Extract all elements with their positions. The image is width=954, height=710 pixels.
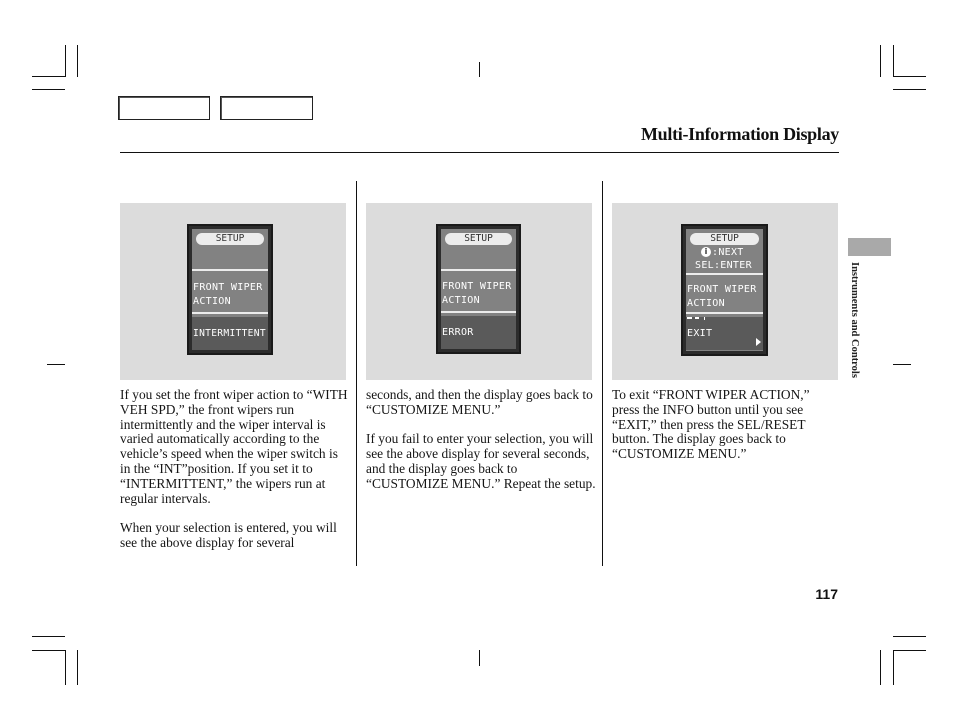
- display-figure-1: [120, 203, 346, 380]
- lcd-line: SEL:ENTER: [695, 260, 752, 271]
- lcd-line: :NEXT: [712, 247, 744, 258]
- lcd-line: FRONT WIPER: [687, 284, 757, 295]
- paragraph: seconds, and then the display goes back to “CUSTOMIZE MENU.”: [366, 387, 593, 417]
- lcd-screen: [681, 224, 768, 356]
- lcd-screen: [187, 224, 273, 355]
- lcd-screen: [436, 224, 521, 354]
- lcd-line: FRONT WIPER: [442, 281, 512, 292]
- text-column-2: [366, 388, 596, 506]
- info-icon: i: [701, 247, 711, 257]
- lcd-value: EXIT: [687, 328, 713, 339]
- text-column-1: [120, 388, 350, 566]
- lcd-line: ACTION: [687, 298, 725, 309]
- page-title: Multi-Information Display: [640, 124, 839, 144]
- paragraph: If you set the front wiper action to “WITH VEH SPD,” the front wipers run intermittently and the wiper interval is varied automatically according to the vehicle’s speed when the wiper switch is in the “INT”position. If you set it to “INTERMITTENT,” the wipers run at regular intervals.: [120, 387, 348, 506]
- right-arrow-icon: [756, 338, 761, 346]
- lcd-line: ACTION: [442, 295, 480, 306]
- header-tab-box-2: [220, 96, 313, 120]
- section-side-label: Instruments and Controls: [849, 262, 860, 378]
- setup-label: SETUP: [196, 233, 264, 245]
- setup-label: SETUP: [690, 233, 759, 245]
- title-rule: [120, 152, 839, 153]
- paragraph: If you fail to enter your selection, you will see the above display for several seconds, and the display goes back to “CUSTOMIZE MENU.” Repeat the setup.: [366, 431, 596, 491]
- text-column-3: [612, 388, 838, 477]
- paragraph: To exit “FRONT WIPER ACTION,” press the INFO button until you see “EXIT,” then press the SEL/RESET button. The display goes back to “CUSTOMIZE MENU.”: [612, 387, 810, 462]
- section-tab-marker: [848, 238, 891, 256]
- lcd-value: INTERMITTENT: [193, 328, 266, 339]
- column-divider: [356, 181, 357, 566]
- paragraph: When your selection is entered, you will see the above display for several: [120, 520, 337, 550]
- header-tab-box-1: [118, 96, 210, 120]
- column-divider: [602, 181, 603, 566]
- display-figure-2: [366, 203, 592, 380]
- setup-label: SETUP: [445, 233, 512, 245]
- lcd-value: ERROR: [442, 327, 474, 338]
- display-figure-3: [612, 203, 838, 380]
- lcd-line: ACTION: [193, 296, 231, 307]
- page-number: 117: [815, 586, 838, 602]
- lcd-line: FRONT WIPER: [193, 282, 263, 293]
